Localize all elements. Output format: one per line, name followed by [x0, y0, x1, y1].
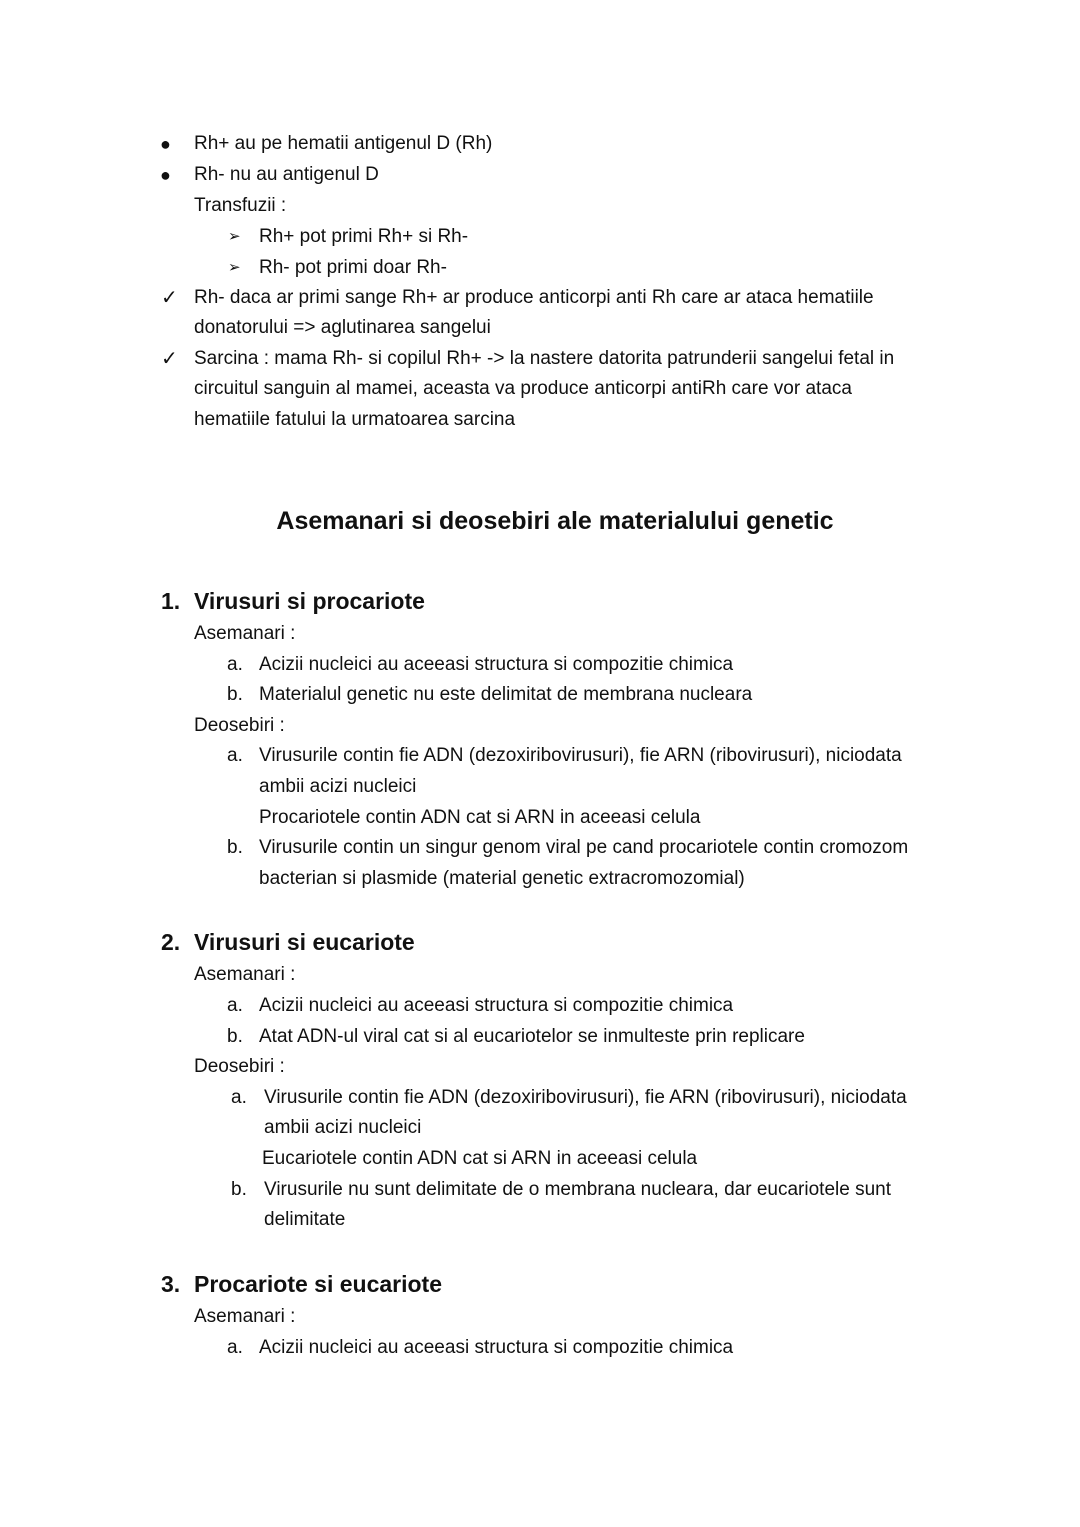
section-2-deosebiri-a-line-1: Virusurile contin fie ADN (dezoxiribovirusuri), fie ARN (ribovirusuri), niciodata: [264, 1087, 907, 1108]
check-item-1-line-2: donatorului => aglutinarea sangelui: [194, 317, 491, 338]
section-2-asemanari-b: Atat ADN-ul viral cat si al eucariotelor se inmulteste prin replicare: [259, 1026, 805, 1047]
section-1-deosebiri-a-line-1: Virusurile contin fie ADN (dezoxiribovirusuri), fie ARN (ribovirusuri), niciodata: [259, 745, 902, 766]
section-2-deosebiri-label: Deosebiri :: [194, 1056, 285, 1077]
list-letter: b.: [227, 1026, 243, 1047]
transfuzii-label: Transfuzii :: [194, 195, 287, 216]
checkmark-icon: ✓: [161, 287, 178, 309]
check-item-2-line-2: circuitul sanguin al mamei, aceasta va produce anticorpi antiRh care vor ataca: [194, 378, 852, 399]
section-1-title: Virusuri si procariote: [194, 588, 425, 614]
transfuzii-item-1: Rh+ pot primi Rh+ si Rh-: [259, 226, 469, 247]
section-1-deosebiri-b-line-1: Virusurile contin un singur genom viral pe cand procariotele contin cromozom: [259, 837, 909, 858]
checkmark-icon: ✓: [161, 348, 178, 370]
section-1-deosebiri-b-line-2: bacterian si plasmide (material genetic extracromozomial): [259, 868, 745, 889]
section-1-asemanari-label: Asemanari :: [194, 623, 296, 644]
rh-bullet-2: Rh- nu au antigenul D: [194, 164, 379, 185]
section-3-title: Procariote si eucariote: [194, 1271, 442, 1297]
list-letter: a.: [227, 1337, 243, 1358]
section-1-deosebiri-label: Deosebiri :: [194, 715, 285, 736]
list-letter: b.: [227, 837, 243, 858]
section-2-asemanari-label: Asemanari :: [194, 964, 296, 985]
check-item-2-line-1: Sarcina : mama Rh- si copilul Rh+ -> la nastere datorita patrunderii sangelui fetal in: [194, 348, 895, 369]
section-3-asemanari-label: Asemanari :: [194, 1306, 296, 1327]
rh-bullet-1: Rh+ au pe hematii antigenul D (Rh): [194, 133, 493, 154]
section-2-deosebiri-a-line-2: ambii acizi nucleici: [264, 1117, 422, 1138]
bullet-icon: ●: [160, 165, 171, 185]
section-2-deosebiri-b-line-2: delimitate: [264, 1209, 346, 1230]
list-letter: a.: [231, 1087, 247, 1108]
check-item-1-line-1: Rh- daca ar primi sange Rh+ ar produce anticorpi anti Rh care ar ataca hematiile: [194, 287, 874, 308]
list-letter: a.: [227, 654, 243, 675]
section-2-number: 2.: [161, 929, 181, 955]
check-item-2-line-3: hematiile fatului la urmatoarea sarcina: [194, 409, 516, 430]
section-1-asemanari-a: Acizii nucleici au aceeasi structura si compozitie chimica: [259, 654, 734, 675]
list-letter: a.: [227, 745, 243, 766]
section-2-deosebiri-b-line-1: Virusurile nu sunt delimitate de o membrana nucleara, dar eucariotele sunt: [264, 1179, 891, 1200]
page-title: Asemanari si deosebiri ale materialului genetic: [276, 507, 834, 535]
section-1-deosebiri-a-line-3: Procariotele contin ADN cat si ARN in aceeasi celula: [259, 807, 701, 828]
section-3-number: 3.: [161, 1271, 181, 1297]
arrow-bullet-icon: ➢: [228, 259, 241, 276]
section-1-number: 1.: [161, 588, 181, 614]
section-2-deosebiri-a-line-3: Eucariotele contin ADN cat si ARN in aceeasi celula: [262, 1148, 698, 1169]
section-1-asemanari-b: Materialul genetic nu este delimitat de membrana nucleara: [259, 684, 753, 705]
list-letter: b.: [227, 684, 243, 705]
list-letter: a.: [227, 995, 243, 1016]
section-2-title: Virusuri si eucariote: [194, 929, 415, 955]
list-letter: b.: [231, 1179, 247, 1200]
section-2-asemanari-a: Acizii nucleici au aceeasi structura si compozitie chimica: [259, 995, 734, 1016]
bullet-icon: ●: [160, 134, 171, 154]
section-3-asemanari-a: Acizii nucleici au aceeasi structura si compozitie chimica: [259, 1337, 734, 1358]
arrow-bullet-icon: ➢: [228, 228, 241, 245]
transfuzii-item-2: Rh- pot primi doar Rh-: [259, 257, 447, 278]
section-1-deosebiri-a-line-2: ambii acizi nucleici: [259, 776, 417, 797]
